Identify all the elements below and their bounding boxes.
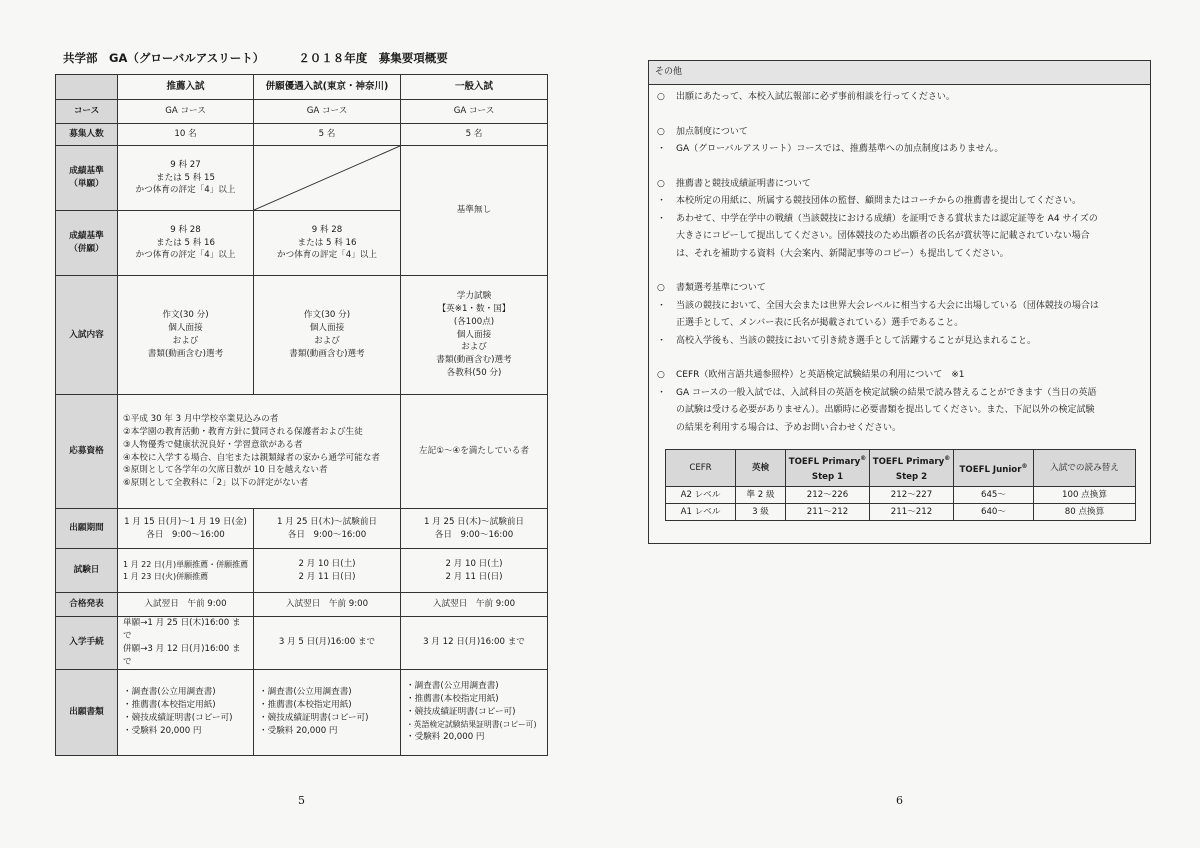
cell: 5 名 <box>401 124 548 146</box>
cell-primary1: 212～226 <box>786 487 870 504</box>
cell-line: かつ体育の評定「4」以上 <box>135 250 236 261</box>
note-text: 正選手として、メンバー表に氏名が掲載されている）選手であること。 <box>676 318 964 328</box>
note-line <box>657 246 1142 264</box>
note-text: GA（グローバルアスリート）コースでは、推薦基準への加点制度はありません。 <box>676 144 1004 154</box>
cell-line: ・競技成績証明書(コピー可) <box>406 707 516 718</box>
cell-line: ・受験料 20,000 円 <box>406 731 485 742</box>
cell-eiken: 3 級 <box>736 504 786 521</box>
header-suisen: 推薦入試 <box>118 75 254 100</box>
note-line <box>657 89 1142 107</box>
note-text: 本校所定の用紙に、所属する競技団体の監督、顧問またはコーチからの推薦書を提出してください。 <box>676 196 1082 206</box>
header-line: TOEFL Junior <box>959 464 1022 475</box>
list-item: ①平成 30 年 3 月中学校卒業見込みの者 <box>123 413 279 424</box>
cell-eiken: 準 2 級 <box>736 487 786 504</box>
page-title <box>63 50 563 66</box>
cell <box>118 146 254 211</box>
cell <box>118 669 254 755</box>
note-line <box>657 333 1142 351</box>
header-toefl-primary-2 <box>870 450 954 487</box>
row-enrollment <box>56 617 548 670</box>
circle-bullet-icon: ○ <box>657 126 665 137</box>
note-text: の試験は受ける必要がありません）。出願時に必要書類を提出してください。また、下記以外の検定試験 <box>676 405 1095 415</box>
row-course <box>56 100 548 124</box>
cell <box>118 617 254 670</box>
note-line <box>657 211 1142 229</box>
cell: GA コース <box>401 100 548 124</box>
cell-line: ・英語検定試験結果証明書(コピー可) <box>406 720 537 730</box>
header-line: TOEFL Primary <box>872 456 945 467</box>
list-item: ③人物優秀で健康状況良好・学習意欲がある者 <box>123 439 303 450</box>
cell-line: かつ体育の評定「4」以上 <box>277 250 377 261</box>
header-toefl-junior <box>954 450 1034 487</box>
cell <box>118 509 254 549</box>
note-text: あわせて、中学在学中の戦績（当該競技における成績）を証明できる賞状または認定証等を A4 サイズの <box>676 213 1098 224</box>
cell-line: 9 科 28 <box>170 224 201 235</box>
cell-primary2: 211～212 <box>870 504 954 521</box>
list-item: ⑤原則として各学年の欠席日数が 10 日を越えない者 <box>123 465 328 476</box>
table-header-row <box>56 75 548 100</box>
cell-line: 作文(30 分) <box>303 310 351 321</box>
cell-line: かつ体育の評定「4」以上 <box>135 185 236 196</box>
note-text: 加点制度について <box>676 126 748 137</box>
cell-line: ・競技成績証明書(コピー可) <box>259 713 369 724</box>
note-line <box>657 420 1142 438</box>
cell-line: 1 月 25 日(木)～試験前日 <box>276 516 378 527</box>
registered-mark: ® <box>1021 462 1028 470</box>
other-notes-header: その他 <box>649 61 1150 85</box>
cell-line: 1 月 23 日(火)併願推薦 <box>123 571 209 581</box>
dot-bullet-icon: ・ <box>657 335 667 346</box>
list-item: ⑥原則として全教科に「2」以下の評定がない者 <box>123 478 309 489</box>
cell: 入試翌日 午前 9:00 <box>254 593 401 617</box>
cell-line: および <box>461 342 487 353</box>
row-score-single <box>56 146 548 211</box>
admission-table <box>55 74 548 756</box>
note-text: GA コースの一般入試では、入試科目の英語を検定試験の結果で読み替えることができます（当日の英語 <box>676 387 1097 398</box>
table-row <box>666 487 1136 504</box>
cell-line: ・調査書(公立用調査書) <box>406 681 499 692</box>
cell-line: 各日 9:00～16:00 <box>287 529 367 540</box>
list-item: ②本学園の教育活動・教育方針に賛同される保護者および生徒 <box>123 426 363 437</box>
cell-line: 2 月 10 日(土) <box>445 558 503 569</box>
cell-no-criteria: 基準無し <box>401 146 548 276</box>
table-row <box>666 504 1136 521</box>
note-line <box>657 385 1142 403</box>
circle-bullet-icon: ○ <box>657 283 665 293</box>
cell-line: 併願→3 月 12 日(月)16:00 まで <box>123 643 241 667</box>
list-item: ④本校に入学する場合、自宅または親類縁者の家から通学可能な者 <box>123 452 380 463</box>
note-text: CEFR（欧州言語共通参照枠）と英語検定試験結果の利用について ※1 <box>676 370 965 380</box>
header-line: Step 2 <box>895 471 928 482</box>
diagonal-line <box>254 146 400 210</box>
row-application-period <box>56 509 548 549</box>
row-label-line: （併願） <box>69 244 104 254</box>
cell: GA コース <box>118 100 254 124</box>
line-gap <box>657 107 1142 124</box>
cell: 入試翌日 午前 9:00 <box>401 593 548 617</box>
page-number-left: 5 <box>298 794 305 807</box>
note-line <box>657 367 1142 385</box>
cell-line: 単願→1 月 25 日(木)16:00 まで <box>123 618 241 641</box>
row-exam-date <box>56 549 548 593</box>
cell: 入試翌日 午前 9:00 <box>118 593 254 617</box>
note-line <box>657 402 1142 420</box>
cell-line: または 5 科 16 <box>156 237 215 248</box>
header-corner <box>56 75 118 100</box>
cell <box>118 276 254 395</box>
circle-bullet-icon: ○ <box>657 92 665 102</box>
cell-eligibility-list <box>118 395 401 509</box>
circle-bullet-icon: ○ <box>657 370 665 380</box>
header-eiken: 英検 <box>736 450 786 487</box>
cell-line: および <box>172 336 199 346</box>
registered-mark: ® <box>860 455 867 463</box>
cell-line: および <box>314 336 340 346</box>
dot-bullet-icon: ・ <box>657 196 667 206</box>
row-label-line: （単願） <box>69 179 104 189</box>
cell-line: ・推薦書(本校指定用紙) <box>123 700 216 711</box>
english-score-table <box>665 449 1136 521</box>
cell-junior: 645～ <box>954 487 1034 504</box>
diagonal-cell <box>254 146 401 211</box>
note-text: 出願にあたって、本校入試広報部に必ず事前相談を行ってください。 <box>676 92 955 102</box>
row-documents <box>56 669 548 755</box>
note-text: の結果を利用する場合は、予めお問い合わせください。 <box>676 422 902 433</box>
cell-line: 書類(動画含む)選考 <box>289 348 365 359</box>
row-result <box>56 593 548 617</box>
cell-line: ・調査書(公立用調査書) <box>123 687 216 698</box>
cell: 5 名 <box>254 124 401 146</box>
cell-line: 個人面接 <box>309 323 345 334</box>
other-notes-lines <box>657 89 1142 437</box>
cell-line: または 5 科 15 <box>156 172 215 183</box>
dot-bullet-icon: ・ <box>657 213 667 224</box>
cell-line: ・調査書(公立用調査書) <box>259 687 352 698</box>
row-exam-content <box>56 276 548 395</box>
cell <box>118 211 254 276</box>
cell-line: (各100点) <box>453 316 495 327</box>
cell-line: ・推薦書(本校指定用紙) <box>259 700 352 711</box>
score-header-row <box>666 450 1136 487</box>
header-convert: 入試での読み替え <box>1034 450 1136 487</box>
note-text: 大きさにコピーして提出してください。団体競技のため出願者の氏名が賞状等に記載されていない場合 <box>676 231 1090 241</box>
row-label: 試験日 <box>56 549 118 593</box>
row-label: コース <box>56 100 118 124</box>
row-label: 合格発表 <box>56 593 118 617</box>
other-notes-box <box>648 60 1151 544</box>
dot-bullet-icon: ・ <box>657 300 667 311</box>
row-label <box>56 211 118 276</box>
header-heigan: 併願優遇入試(東京・神奈川) <box>254 75 401 100</box>
header-line: Step 1 <box>811 471 844 482</box>
circle-bullet-icon: ○ <box>657 178 665 189</box>
note-line <box>657 228 1142 246</box>
cell-line: 書類(動画含む)選考 <box>147 348 224 359</box>
cell-line: 【英※1・数・国】 <box>437 303 511 314</box>
cell <box>254 509 401 549</box>
cell <box>254 669 401 755</box>
line-gap <box>657 350 1142 367</box>
row-eligibility <box>56 395 548 509</box>
header-ippan: 一般入試 <box>401 75 548 100</box>
cell-line: 2 月 11 日(日) <box>445 571 503 582</box>
note-text: 書類選考基準について <box>676 283 766 293</box>
cell-primary1: 211～212 <box>786 504 870 521</box>
cell-line: 書類(動画含む)選考 <box>436 355 512 366</box>
cell: 3 月 12 日(月)16:00 まで <box>401 617 548 670</box>
header-line: TOEFL Primary <box>788 456 861 467</box>
line-gap <box>657 263 1142 280</box>
header-cefr: CEFR <box>666 450 736 487</box>
cell-cefr: A1 レベル <box>666 504 736 521</box>
row-label: 出願期間 <box>56 509 118 549</box>
title-year: ２０１８年度 募集要項概要 <box>298 51 448 65</box>
cell-line: 作文(30 分) <box>162 310 209 321</box>
cell: 10 名 <box>118 124 254 146</box>
dot-bullet-icon: ・ <box>657 387 667 398</box>
note-line <box>657 124 1142 142</box>
cell-line: 1 月 15 日(月)～1 月 19 日(金) <box>124 516 247 527</box>
cell-line: 2 月 11 日(日) <box>298 571 356 582</box>
dot-bullet-icon: ・ <box>657 144 667 154</box>
cell <box>401 509 548 549</box>
cell-line: 各日 9:00～16:00 <box>146 529 225 540</box>
row-label: 出願書類 <box>56 669 118 755</box>
cell <box>401 276 548 395</box>
cell <box>401 549 548 593</box>
note-text: 当該の競技において、全国大会または世界大会レベルに相当する大会に出場している（団体競技の場合は <box>676 300 1099 311</box>
cell <box>254 549 401 593</box>
cell-line: ・受験料 20,000 円 <box>259 725 338 736</box>
row-label: 入試内容 <box>56 276 118 395</box>
note-text: は、それを補助する資料（大会案内、新聞記事等のコピー）も提出してください。 <box>676 248 1009 259</box>
cell <box>254 276 401 395</box>
note-line <box>657 298 1142 316</box>
note-line <box>657 280 1142 298</box>
cell: 左記①～④を満たしている者 <box>401 395 548 509</box>
cell-line: または 5 科 16 <box>297 237 357 248</box>
cell-line: 個人面接 <box>168 323 203 334</box>
cell-convert: 80 点換算 <box>1034 504 1136 521</box>
cell-line: ・推薦書(本校指定用紙) <box>406 694 499 705</box>
line-gap <box>657 159 1142 176</box>
cell-line: 2 月 10 日(土) <box>298 558 356 569</box>
cell <box>118 549 254 593</box>
row-label-line: 成績基準 <box>69 231 104 242</box>
cell-junior: 640～ <box>954 504 1034 521</box>
note-line <box>657 176 1142 194</box>
note-text: 高校入学後も、当該の競技において引き続き選手として活躍することが見込まれること。 <box>676 335 1037 346</box>
cell-line: 9 科 28 <box>311 224 343 235</box>
row-label-line: 成績基準 <box>69 166 104 177</box>
cell <box>401 669 548 755</box>
cell-line: 9 科 27 <box>170 159 201 170</box>
header-toefl-primary-1 <box>786 450 870 487</box>
note-line <box>657 315 1142 333</box>
title-main: 共学部 GA（グローバルアスリート） <box>63 51 265 65</box>
cell-cefr: A2 レベル <box>666 487 736 504</box>
row-label <box>56 146 118 211</box>
cell-line: ・受験料 20,000 円 <box>123 725 202 736</box>
cell-line: 各教科(50 分) <box>446 368 502 379</box>
row-capacity <box>56 124 548 146</box>
cell: GA コース <box>254 100 401 124</box>
page-number-right: 6 <box>896 794 903 807</box>
registered-mark: ® <box>944 455 951 463</box>
cell-line: 学力試験 <box>456 290 492 301</box>
cell: 3 月 5 日(月)16:00 まで <box>254 617 401 670</box>
note-line <box>657 193 1142 211</box>
row-label: 応募資格 <box>56 395 118 509</box>
other-notes-body <box>649 85 1150 521</box>
cell-primary2: 212～227 <box>870 487 954 504</box>
cell-line: 1 月 22 日(月)単願推薦・併願推薦 <box>123 559 249 569</box>
cell-line: 個人面接 <box>456 329 492 340</box>
cell <box>254 211 401 276</box>
cell-convert: 100 点換算 <box>1034 487 1136 504</box>
row-label: 入学手続 <box>56 617 118 670</box>
cell-line: 1 月 25 日(木)～試験前日 <box>423 516 525 527</box>
row-label: 募集人数 <box>56 124 118 146</box>
cell-line: ・競技成績証明書(コピー可) <box>123 713 233 724</box>
note-text: 推薦書と競技成績証明書について <box>676 178 811 189</box>
cell-line: 各日 9:00～16:00 <box>434 529 514 540</box>
note-line <box>657 141 1142 159</box>
